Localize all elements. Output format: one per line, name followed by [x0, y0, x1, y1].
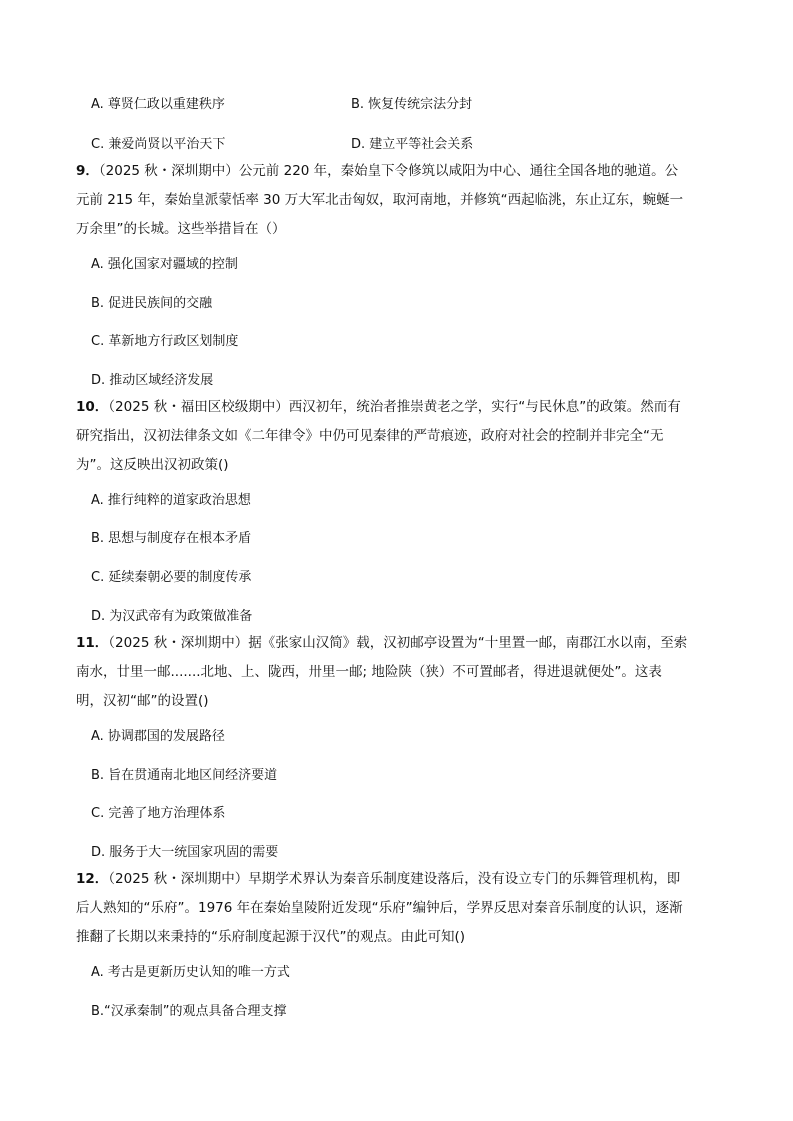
question-9-option-a: A. 强化国家对疆域的控制: [91, 257, 238, 272]
question-12-text: 早期学术界认为秦音乐制度建设落后，没有设立专门的乐舞管理机构，即后人熟知的“乐府”。1976 年在秦始皇陵附近发现“乐府”编钟后，学界反思对秦音乐制度的认识，逐渐推翻了长期以来秉持的“乐府制度起源于汉代”的观点。由此可知(): [76, 871, 683, 945]
question-12-option-a: A. 考古是更新历史认知的唯一方式: [91, 965, 290, 980]
question-10-text: 西汉初年，统治者推崇黄老之学，实行“与民休息”的政策。然而有研究指出，汉初法律条文如《二年律令》中仍可见秦律的严苛痕迹，政府对社会的控制并非完全“无为”。这反映出汉初政策(): [76, 399, 681, 473]
question-11-stem: [76, 629, 688, 716]
question-10-source: （2025 秋・福田区校级期中）: [108, 399, 289, 415]
question-12-number: 12．: [76, 871, 109, 887]
question-9-text: 公元前 220 年，秦始皇下令修筑以咸阳为中心、通往全国各地的驰道。公元前 215 年，秦始皇派蒙恬率 30 万大军北击匈奴，取河南地，并修筑“西起临洮，东止辽东，蜿蜒一万余里”的长城。这些举措旨在（）: [76, 163, 684, 237]
prev-option-a: A. 尊贤仁政以重建秩序: [91, 97, 225, 112]
prev-option-c: C. 兼爱尚贤以平治天下: [91, 137, 226, 152]
question-10-option-b: B. 思想与制度存在根本矛盾: [91, 531, 252, 546]
question-11-number: 11．: [76, 635, 109, 651]
prev-option-b: B. 恢复传统宗法分封: [351, 97, 473, 112]
prev-option-d: D. 建立平等社会关系: [351, 137, 474, 152]
question-11-option-b: B. 旨在贯通南北地区间经济要道: [91, 768, 278, 783]
question-10-stem: [76, 393, 688, 480]
question-12-stem: [76, 865, 688, 952]
question-9-option-d: D. 推动区域经济发展: [91, 373, 214, 388]
question-10-option-d: D. 为汉武帝有为政策做准备: [91, 609, 253, 624]
question-9-option-b: B. 促进民族间的交融: [91, 296, 213, 311]
question-9-source: （2025 秋・深圳期中）: [98, 163, 239, 179]
question-11-option-a: A. 协调郡国的发展路径: [91, 729, 225, 744]
question-9-stem: [76, 157, 688, 244]
question-10-option-c: C. 延续秦朝必要的制度传承: [91, 570, 252, 585]
question-11-option-d: D. 服务于大一统国家巩固的需要: [91, 845, 279, 860]
question-10-number: 10．: [76, 399, 109, 415]
question-9-option-c: C. 革新地方行政区划制度: [91, 334, 239, 349]
question-12-option-b: B.“汉承秦制”的观点具备合理支撑: [91, 1004, 287, 1019]
question-10-option-a: A. 推行纯粹的道家政治思想: [91, 493, 251, 508]
question-11-source: （2025 秋・深圳期中）: [108, 635, 249, 651]
question-12-source: （2025 秋・深圳期中）: [108, 871, 249, 887]
question-11-option-c: C. 完善了地方治理体系: [91, 806, 226, 821]
question-9-number: 9．: [76, 163, 99, 179]
question-11-text: 据《张家山汉简》载，汉初邮亭设置为“十里置一邮，南郡江水以南，至索南水，廿里一邮.......北地、上、陇西，卅里一邮; 地险陕（狭）不可置邮者，得进退就便处”。这表明，汉初“邮”的设置(): [76, 635, 688, 709]
